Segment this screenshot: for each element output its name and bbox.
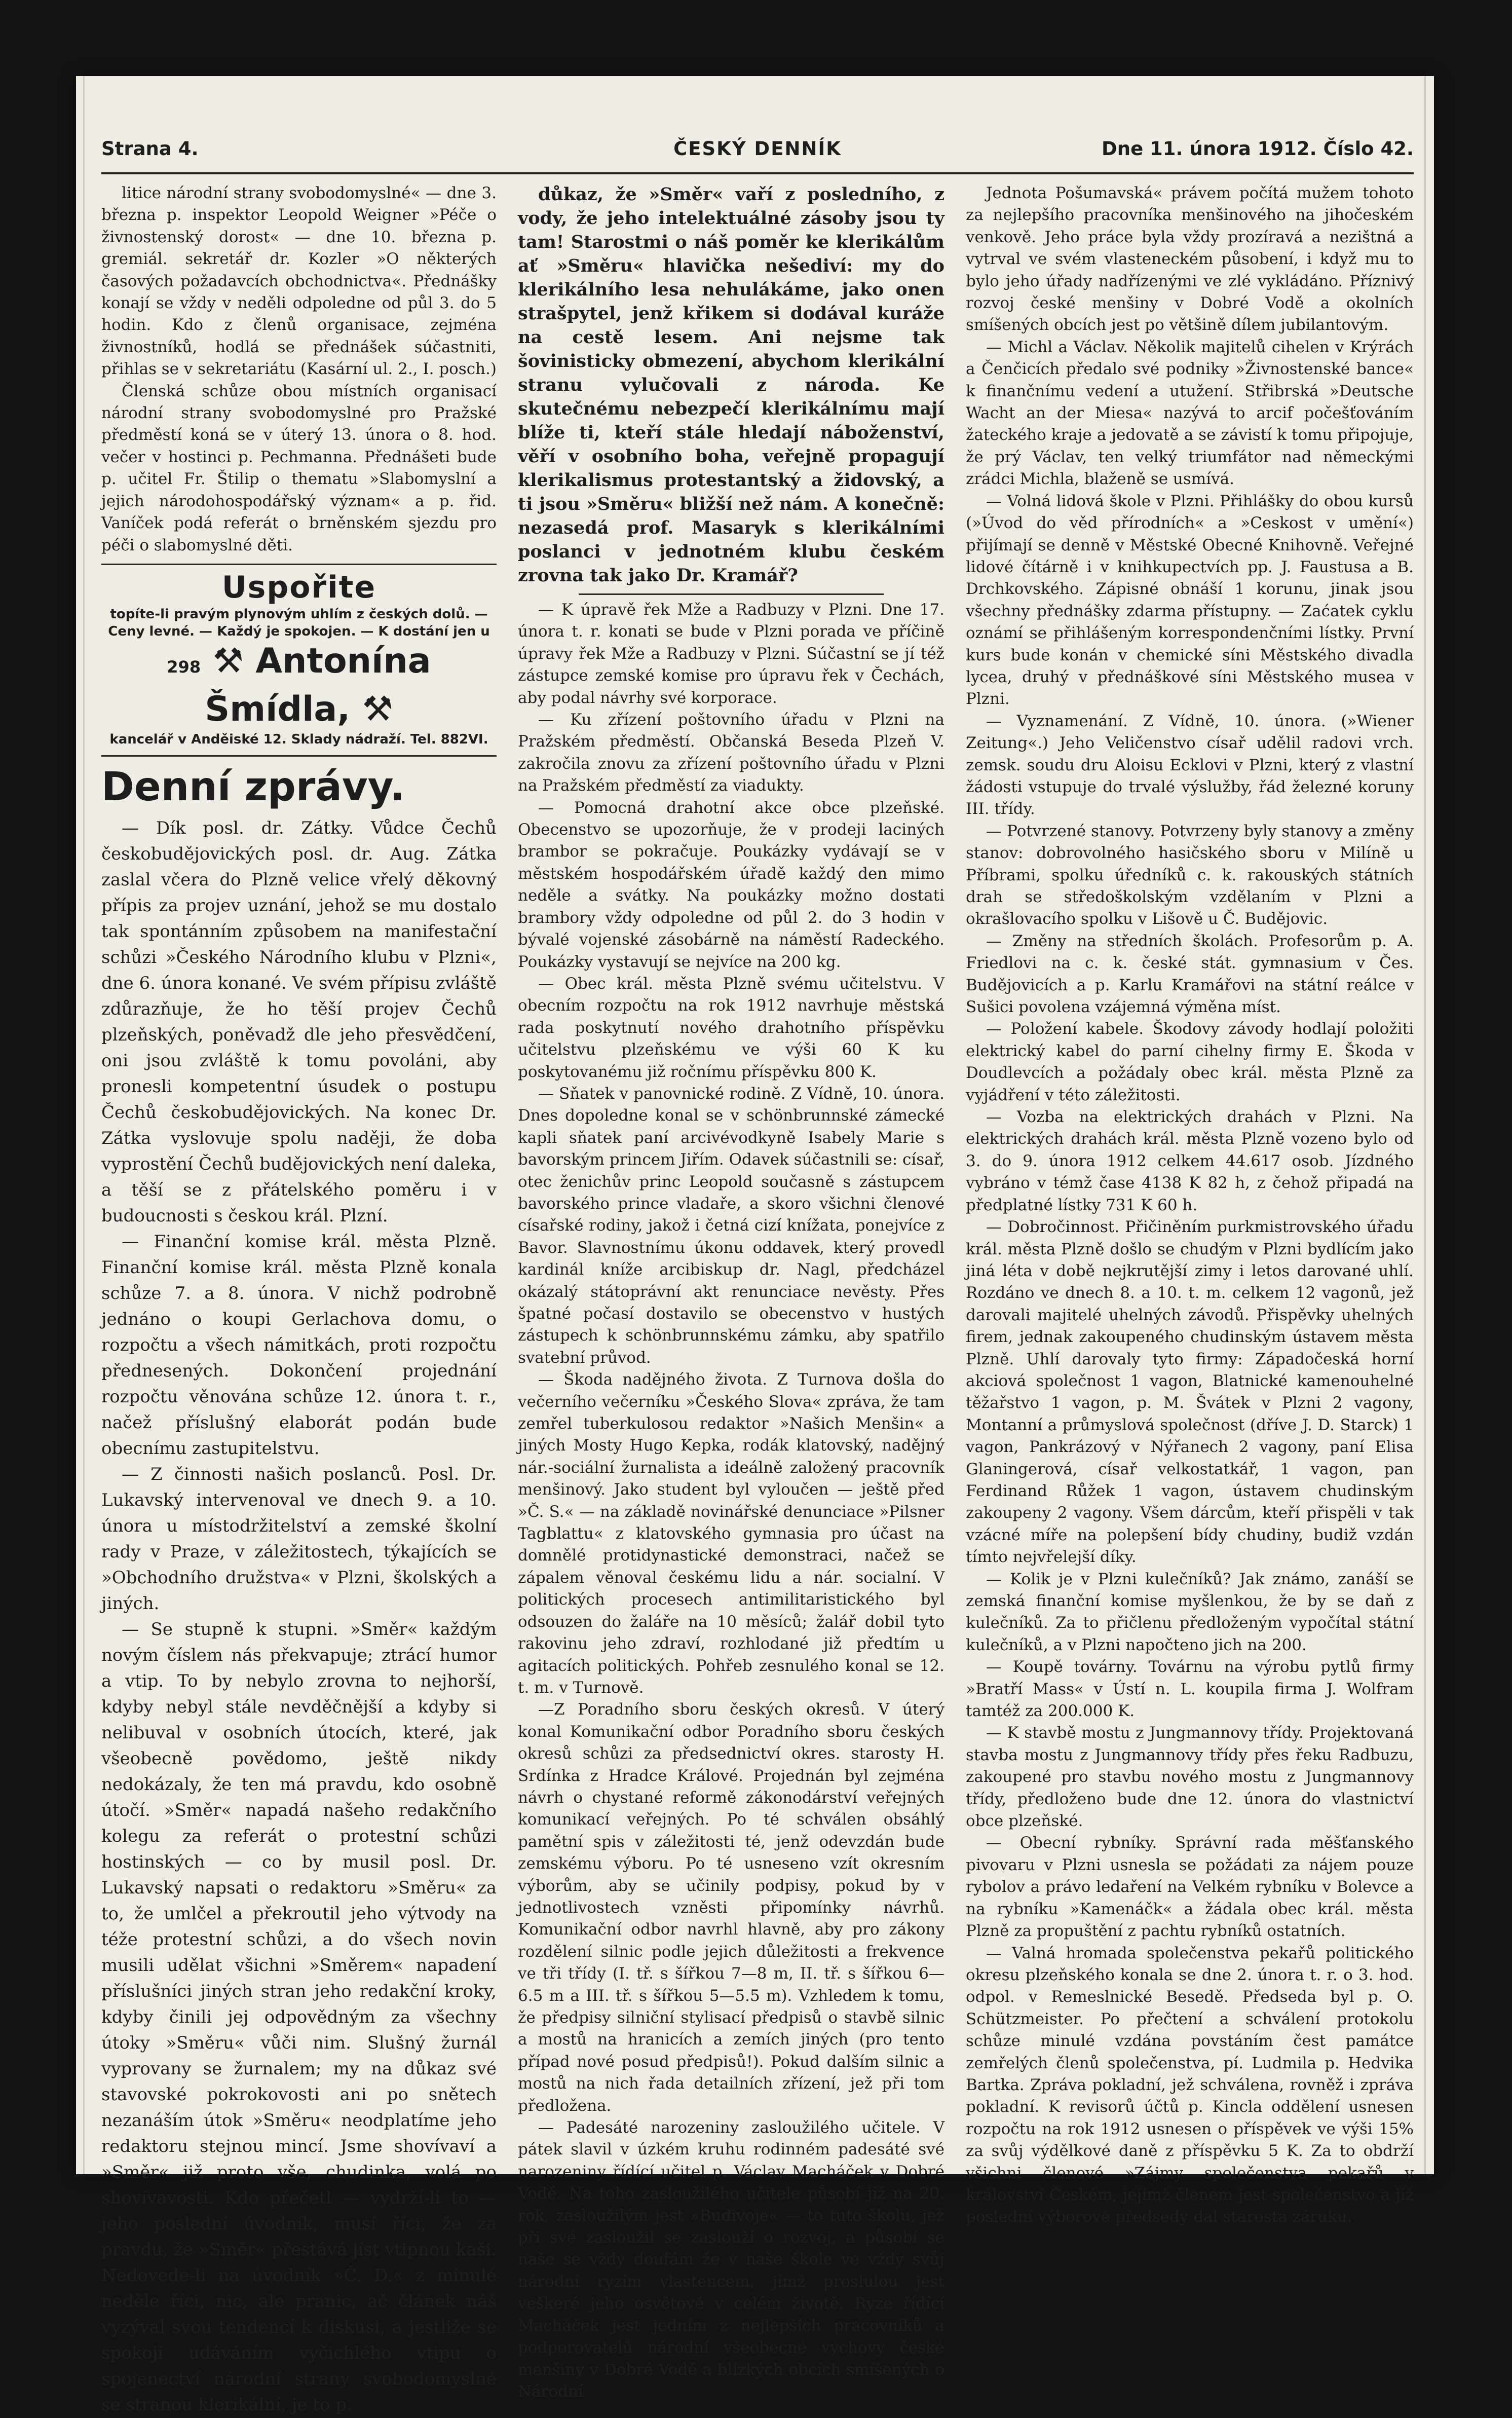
article-text: — Potvrzené stanovy. Potvrzeny byly stanovy a změny stanov: dobrovolného hasičského sboru v Milíně u Příbrami, spolku úředníků c. k. rakouských státních drah se středoškolským vzdělaním v Plzni a okrašlovacího spolku v Lišově u Č. Budějovic. bbox=[966, 822, 1414, 928]
ad-text: topíte-li pravým plynovým uhlím z českých dolů. — Ceny levné. — Každý je spokojen. — K dostání jen u bbox=[108, 606, 490, 639]
article-text: důkaz, že »Směr« vaří z posledního, z vody, že jeho intelektuálné zásoby jsou ty tam! Starostmi o náš poměr ke klerikálům ať »Směru« hlavička nešediví: my do klerikálního lesa nehulákáme, jako onen strašpytel, jenž křikem si dodával kuráže na cestě lesem. Ani nejsme tak šovinisticky obmezení, abychom klerikální stranu vylučovali z národa. Ke skutečnému nebezpečí klerikálnímu mají blíže ti, kteří stále hledají náboženství, věří v osobního boha, veřejně propagují klerikalismus protestantský a židovský, a ti jsou »Směru« bližší než nám. A konečně: nezasedá prof. Masaryk s klerikálními poslanci v jednotném klubu českém zrovna tak jako Dr. Kramář? bbox=[518, 184, 944, 586]
article-text: — Michl a Václav. Několik majitelů cihelen v Krýrách a Čenčicích předalo své podniky »Živnostenské bance« k finančnímu vedení a utužení. Střibrská »Deutsche Wacht an der Miesa« nazývá to arcif počešťováním žateckého kraje a jedovatě a se závistí k tomu připojuje, že prý Václav, ten velký triumfátor nad německými zrádci Michla, blaženě se usmívá. bbox=[966, 338, 1414, 489]
article-text: — Sňatek v panovnické rodině. Z Vídně, 10. února. Dnes dopoledne konal se v schönbrunnské zámecké kapli sňatek paní arcivévodkyně Isabely Marie s bavorským princem Jiřím. Odavek súčastnili se: císař, otec ženichův princ Leopold současně s zástupcem bavorského prince vladaře, a skoro všichni členové císařské rodiny, jakož i četná cizí knížata, ponejvíce z Bavor. Slavnostnímu úkonu oddavek, který provedl kardinál kníže arcibiskup dr. Nagl, předcházel okázalý státoprávní akt renunciace nevěsty. Přes špatné počasí dostavilo se obecenstvo v hustých zástupech k schönbrunnskému zámku, aby spatřilo svatební průvod. bbox=[518, 1084, 944, 1367]
section-heading: Denní zprávy. bbox=[101, 764, 405, 810]
article-text: — Se stupně k stupni. »Směr« každým novým číslem nás překvapuje; ztrácí humor a vtip. To by nebylo zrovna to nejhorší, kdyby nebyl stále nevděčnější a kdyby si nelibuval v osobních útocích, které, jak všeobecně povědomo, ještě nikdy nedokázaly, že ten má pravdu, kdo osobně útočí. »Směr« napadá našeho redakčního kolegu za referát o protestní schůzi hostinských — co by musil posl. Dr. Lukavský napsati o redaktoru »Směru« za to, že umlčel a překroutil jeho výtvody na téže protestní schůzi, a do všech novin musili udělat všichni »Směrem« napadení příslušníci jiných stran jeho redakční kroky, kdyby činili jej odpovědným za všechny útoky »Směru« vůči nim. Slušný žurnál vyprovany se žurnalem; my na důkaz své stavovské pokrokovosti ani po snětech nezanáším útok »Směru« neodplatíme jeho redaktoru stejnou mincí. Jsme shovívaví a »Směr« již proto vše, chudinka, volá po shovívavosti. Kdo přečetl — vydrží-li to — jeho poslední úvodník, musí říci, že za pravdu, že »Směr« přestává jíst vtipnou kaši. Nedovede-li na úvodník »Č. D.« z minulé neděle říci, nic, ale pranic, ač článek náš vyzýval svou tendencí k diskusi, a jestliže se spokojí udáváním vyčichlého vtipu o spojenectví národní strany svobodomyslné se stranou klerikální, je to p. bbox=[101, 1619, 497, 2415]
article-text: — Ku zřízení poštovního úřadu v Plzni na Pražském předměstí. Občanská Beseda Plzeň V. zakročila znovu za zřízení poštovního úřadu v Plzni na Pražském předměstí za viadukty. bbox=[518, 711, 944, 795]
page-border-left bbox=[83, 76, 85, 2174]
ad-title: Uspořite bbox=[221, 569, 376, 605]
article-text: —Z Poradního sboru českých okresů. V úterý konal Komunikační odbor Poradního sboru českých okresů schůzi za předsednictví okres. starosty H. Srdínka z Hradce Králové. Projednán byl zejména návrh o chystané reformě zákonodárství veřejných komunikací veřejných. Po té schválen obsáhlý pamětní spis v záležitosti té, jenž odevzdán bude zemskému výboru. Po té usneseno vzít okresním výborům, aby se učinily podpisy, pokud by v jednotlivostech vzněsti připomínky návrhů. Komunikační odbor navrhl hlavně, aby pro zákony rozdělení silnic podle jejich důležitosti a frekvence ve tři třídy (I. tř. s šířkou 7—8 m, II. tř. s šířkou 6—6.5 m a III. tř. s šířkou 5—5.5 m). Vzhledem k tomu, že předpisy silniční stylisací předpisů o stavbě silnic a mostů na hranicích a zemích jiných (pro tento případ nové posud předpisů!). Pokud dalším silnic a mostů na nich řada detailních zřízení, jež při tom předložena. bbox=[518, 1700, 944, 2115]
article-text: — K úpravě řek Mže a Radbuzy v Plzni. Dne 17. února t. r. konati se bude v Plzni porada ve příčině úpravy řek Mže a Radbuzy v Plzni. Súčastní se jí též zástupce zemské komise pro úpravu řek v Čechách, aby podal návrhy své korporace. bbox=[518, 601, 944, 707]
ad-number: 298 bbox=[167, 657, 201, 677]
page-header bbox=[101, 138, 1414, 168]
issue-date: Dne 11. února 1912. Číslo 42. bbox=[1102, 138, 1414, 160]
pick-hammer-icon: ⚒ bbox=[362, 689, 393, 729]
ad-address: kancelář v Anděiské 12. Sklady nádraží. Tel. 882VI. bbox=[109, 731, 488, 747]
article-text: — Pomocná drahotní akce obce plzeňské. Obecenstvo se upozorňuje, že v prodeji laciných brambor se pokračuje. Poukázky vydávají se v městském hospodářském úřadě každý den mimo neděle a svátky. Na poukázky možno dostati brambory vždy odpoledne od půl 2. do 3 hodin v bývalé vojenské zásobárně na náměstí Radeckého. Poukázky vystavují se nejvíce na 200 kg. bbox=[518, 798, 944, 971]
header-rule bbox=[101, 172, 1414, 174]
article-text: litice národní strany svobodomyslné« — dne 3. března p. inspektor Leopold Weigner »Péče o živnostenský dorost« — dne 10. března p. gremiál. sekretář dr. Kozler »O některých časových požadavcích obchodnictva«. Přednášky konají se vždy v neděli odpoledne od půl 3. do 5 hodin. Kdo z členů organisace, zejména živnostníků, hodlá se přednášek súčastniti, přihlas se v sekretariátu (Kasární ul. 2., I. posch.) bbox=[101, 184, 497, 379]
ad-name bbox=[101, 640, 497, 731]
separator bbox=[101, 564, 497, 565]
article-text: — Změny na středních školách. Profesorům p. A. Friedlovi na c. k. české stát. gymnasium v Čes. Budějovicích a p. Karlu Kramářovi na státní reálce v Sušici povolena vzájemná výměna míst. bbox=[966, 932, 1414, 1017]
article-text: — Padesáté narozeniny zasloužilého učitele. V pátek slavil v úzkém kruhu rodinném padesáté své narozeniny řídící učitel p. Václav Macháček v Dobré Vodě. Na toho zasloužilého učitele působí již na 20. rok, zasloužilým jest »Budivoje« — to tuto školu, jež při své zasloužil se zaslouží o rozvoj, a působí se naše se vždy doufám že v naše škole ve vždy svůj národní ryzím vlastencem, jímž proslulou jest veškeré jeho osvětové v celém životě. Ryze řídící Macháček jest jedním z nejlepších pracovníků a podporovatelů národní všeobecné výchovy české menšiny v Dobré Vodě a blízkých obcích smíšených o Národní bbox=[518, 2118, 944, 2401]
article-text: — Obec král. města Plzně svému učitelstvu. V obecním rozpočtu na rok 1912 navrhuje městská rada poskytnutí nového drahotního příspěvku učitelstvu plzeňskému ve výši 60 K ku poskytovanému již ročnímu příspěvku 800 K. bbox=[518, 974, 944, 1081]
separator bbox=[101, 755, 497, 757]
article-text: — Dík posl. dr. Zátky. Vůdce Čechů českobudějovických posl. dr. Aug. Zátka zaslal včera do Plzně velice vřelý děkovný přípis za projev uznání, jehož se mu dostalo tak spontánním způsobem na manifestační schůzi »Českého Národního klubu v Plzni«, dne 6. února konané. Ve svém přípisu zvláště zdůrazňuje, že ho těší projev Čechů plzeňských, poněvadž dle jeho přesvědčení, oni jsou zvláště k tomu povoláni, aby pronesli kompetentní úsudek o postupu Čechů českobudějovických. Na konec Dr. Zátka vyslovuje spolu naději, že doba vyprostění Čechů budějovických není daleka, a těší se z přátelského poměru i v budoucnosti s českou král. Plzní. bbox=[101, 817, 497, 1226]
column-1 bbox=[101, 182, 497, 2415]
article-text: — Vyznamenání. Z Vídně, 10. února. (»Wiener Zeitung«.) Jeho Veličenstvo císař udělil radovi vrch. zemsk. soudu dru Aloisu Ecklovi v Plzni, který z vlastní žádosti vstupuje do trvalé výslužby, řád železné koruny III. třídy. bbox=[966, 712, 1414, 819]
advertisement bbox=[101, 569, 497, 748]
newspaper-page bbox=[76, 76, 1434, 2415]
article-text: — Kolik je v Plzni kulečníků? Jak známo, zanáší se zemská finanční komise myšlenkou, že by se daň z kulečníků. Za to přičlenu předloženým vypočítal státní kulečníků, a v Plzni napočteno jich na 200. bbox=[966, 1570, 1414, 1654]
separator bbox=[579, 593, 884, 595]
page-number: Strana 4. bbox=[101, 138, 199, 160]
ad-company: Antonína Šmídla, bbox=[205, 641, 431, 729]
article-text: — Volná lidová škole v Plzni. Přihlášky do obou kursů (»Úvod do věd přírodních« a »Ceskost v umění«) přijímají se denně v Městské Obecné Knihovně. Veřejné lidové čítárně i v knihkupectvích pp. J. Faustusa a B. Drchkovského. Zápisné obnáší 1 korunu, jinak jsou všechny přednášky zdarma přístupny. — Zaćatek cyklu oznámí se přihlášeným korrespondenčními lístky. První kurs bude konán v chemické síni Městského divadla lycea, druhý v přednáškové síni Městského musea v Plzni. bbox=[966, 492, 1414, 709]
article-text: — Z činnosti našich poslanců. Posl. Dr. Lukavský intervenoval ve dnech 9. a 10. února u místodržitelství a zemské školní rady v Praze, v záležitostech, týkajících se »Obchodního družstva« v Plzni, školských a jiných. bbox=[101, 1464, 497, 1614]
article-text: — Dobročinnost. Přičiněním purkmistrovského úřadu král. města Plzně došlo se chudým v Plzni bydlícím jako jiná léta v době nejkrutější zimy i letos darované uhlí. Rozdáno ve dnech 8. a 10. t. m. celkem 12 vagonů, jež darovali majitelé uhelných závodů. Přispěvky uhelných firem, jednak zakoupeného chudinským ústavem města Plzně. Uhlí darovaly tyto firmy: Západočeská horní akciová společnost 1 vagon, Blatnické kamenouhelné těžařstvo 1 vagon, p. M. Švátek v Plzni 2 vagony, Montanní a průmyslová společnost (dříve J. D. Starck) 1 vagon, Pankrázový v Nýřanech 2 vagony, paní Elisa Glaningerová, císař velkostatkář, 1 vagon, pan Ferdinand Růžek 1 vagon, ústavem chudinským zakoupeny 2 vagony. Všem dárcům, kteří přispěli v tak vzácné míře na polepšení bídy chudiny, budiž vzdán tímto nejvřelejší díky. bbox=[966, 1218, 1414, 1567]
article-text: — Finanční komise král. města Plzně. Finanční komise král. města Plzně konala schůze 7. a 8. února. V nichž podrobně jednáno o koupi Gerlachova domu, o rozpočtu a všech námitkách, proti rozpočtu přednesených. Dokončení projednání rozpočtu věnována schůze 12. února t. r., načež příslušný elaborát podán bude obecnímu zastupitelstvu. bbox=[101, 1231, 497, 1459]
pick-hammer-icon: ⚒ bbox=[212, 641, 244, 681]
column-3 bbox=[966, 182, 1414, 2226]
article-text: Jednota Pošumavská« právem počítá mužem tohoto za nejlepšího pracovníka menšinového na jihočeském venkově. Jeho práce byla vždy prozíravá a nezištná a vytrval ve svém vlasteneckém působení, i když mu to bylo jeho úřady nadřízenými ve zlé vykládáno. Příznivý rozvoj české menšiny v Dobré Vodě a okolních smíšených obcích jest po většině dílem jubilantovým. bbox=[966, 184, 1414, 334]
article-text: — Vozba na elektrických drahách v Plzni. Na elektrických drahách král. města Plzně vozeno bylo od 3. do 9. února 1912 celkem 44.617 osob. Jízdného vybráno v témž čase 4138 K 82 h, z čehož připadá na předplatné lístky 731 K 60 h. bbox=[966, 1108, 1414, 1214]
article-text: — Obecní rybníky. Správní rada měšťanského pivovaru v Plzni usnesla se požádati za nájem pouze rybolov a právo ledaření na Velkém rybníku v Bolevce a na rybníku »Kamenáčk« a žádala obec král. města Plzně za propuštění z pachtu rybníků ostatních. bbox=[966, 1834, 1414, 1941]
article-text: — Koupě továrny. Továrnu na výrobu pytlů firmy »Bratří Mass« v Ústí n. L. koupila firma J. Wolfram tamtéž za 200.000 K. bbox=[966, 1658, 1414, 1721]
article-text: — Valná hromada společenstva pekařů politického okresu plzeňského konala se dne 2. února t. r. o 3. hod. odpol. v Remeslnické Besedě. Předseda byl p. O. Schützmeister. Po přečtení a schválení protokolu schůze minulé vzdána povstáním čest památce zemřelých členů společenstva, pí. Ludmila p. Hedvika Bartka. Zpráva pokladní, jež schválena, rovněž i zpráva pokladní. K revisorů účtů p. Kincla oddělení usnesen rozpočtu na rok 1912 usnesen o příspěvek ve výši 15% za svůj výdělkové daně z příspěvku 5 K. Za to obdrží všichni členové »Zájmy společenstva pekařů v království Českém, jejímž členem jest společenstvo a již poslední výborové předsedy dal starosta záruku. bbox=[966, 1944, 1414, 2226]
column-2 bbox=[518, 182, 944, 2401]
newspaper-title: ČESKÝ DENNÍK bbox=[673, 138, 842, 160]
article-text: — Položení kabele. Škodovy závody hodlají položiti elektrický kabel do parní cihelny firmy E. Škoda v Doudlevcích a požádaly obec král. města Plzně za vyjádření v této záležitosti. bbox=[966, 1020, 1414, 1104]
article-text: — Škoda nadějného života. Z Turnova došla do večerního večerníku »Českého Slova« zpráva, že tam zemřel tuberkulosou redaktor »Našich Menšin« a jiných Mosty Hugo Kepka, rodák klatovský, nadějný nár.-sociální žurnalista a ideálně založený pracovník menšinový. Jako student byl vyloučen — ještě před »Č. S.« — na základě novinářské denunciace »Pilsner Tagblattu« z klatovského gymnasia pro účast na domnělé protidynastické demonstraci, načež se zápalem věnoval českému lidu a nár. socialní. V politických procesech antimilitaristického byl odsouzen do žaláře na 10 měsíců; žalář dobil tyto rakovinu jeho zdraví, rozhlodané již předtím u agitacích politických. Pohřeb zesnulého konal se 12. t. m. v Turnově. bbox=[518, 1370, 944, 1697]
page-border-right bbox=[1424, 76, 1426, 2174]
article-text: Členská schůze obou místních organisací národní strany svobodomyslné pro Pražské předměstí koná se v úterý 13. února o 8. hod. večer v hostinci p. Pechmanna. Přednášeti bude p. učitel Fr. Štilip o thematu »Slabomyslní a jejich národohospodářský význam« a p. řid. Vaníček podá referát o brněnském sjezdu pro péči o slabomyslné děti. bbox=[101, 382, 497, 554]
article-text: — K stavbě mostu z Jungmannovy třídy. Projektovaná stavba mostu z Jungmannovy třídy přes řeku Radbuzu, zakoupené pro stavbu nového mostu z Jungmannovy třídy, předloženo bude dne 12. února do vlastnictví obce plzeňské. bbox=[966, 1724, 1414, 1831]
